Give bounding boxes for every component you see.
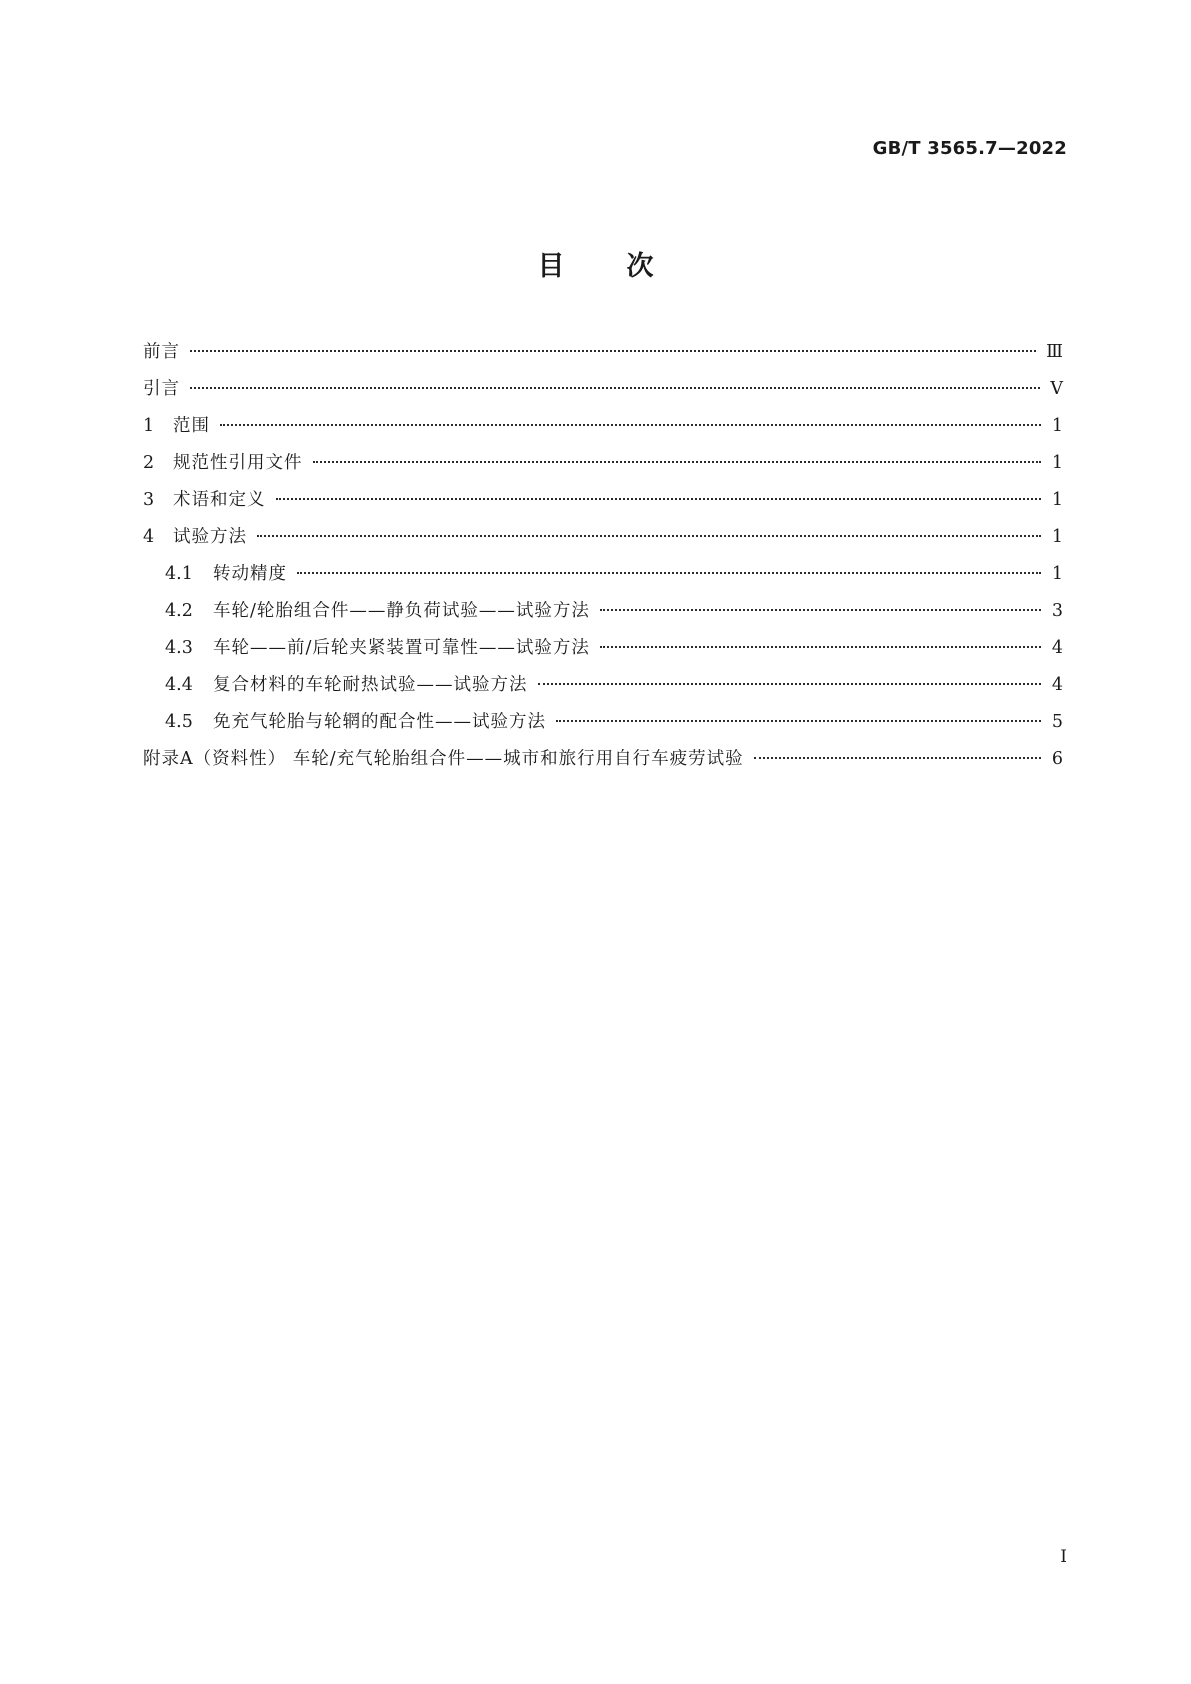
toc-entry-4-4[interactable] — [143, 671, 1063, 708]
table-of-contents — [143, 338, 1063, 782]
toc-entry-text: 复合材料的车轮耐热试验——试验方法 — [213, 675, 528, 695]
toc-entry-number: 4.2 — [165, 601, 193, 621]
toc-entry-4-2[interactable] — [143, 597, 1063, 634]
toc-entry-text: 术语和定义 — [173, 490, 266, 510]
toc-entry-text: 试验方法 — [173, 527, 247, 547]
standard-number: GB/T 3565.7—2022 — [872, 138, 1067, 159]
toc-dot-leader — [600, 609, 1041, 611]
toc-entry-1[interactable] — [143, 412, 1063, 449]
toc-entry-4-3[interactable] — [143, 634, 1063, 671]
page-number: Ⅰ — [1060, 1547, 1067, 1567]
toc-entry-text: 规范性引用文件 — [173, 453, 303, 473]
toc-dot-leader — [257, 535, 1041, 537]
toc-entry-number: 4.5 — [165, 712, 193, 732]
toc-dot-leader — [190, 350, 1036, 352]
toc-entry-number: 3 — [143, 490, 155, 510]
toc-dot-leader — [190, 387, 1040, 389]
toc-entry-page: 4 — [1051, 675, 1063, 695]
toc-entry-page: 1 — [1051, 527, 1063, 547]
toc-entry-4[interactable] — [143, 523, 1063, 560]
toc-entry-number: 4 — [143, 527, 155, 547]
toc-entry-number: 4.3 — [165, 638, 193, 658]
toc-dot-leader — [297, 572, 1041, 574]
toc-entry-text: 车轮/轮胎组合件——静负荷试验——试验方法 — [213, 601, 590, 621]
toc-title: 目次 — [537, 251, 716, 282]
toc-entry-number: 4.1 — [165, 564, 193, 584]
toc-entry-page: Ⅴ — [1050, 379, 1063, 399]
toc-dot-leader — [313, 461, 1042, 463]
toc-entry-page: 5 — [1051, 712, 1063, 732]
toc-entry-text: 免充气轮胎与轮辋的配合性——试验方法 — [213, 712, 546, 732]
toc-entry-introduction[interactable] — [143, 375, 1063, 412]
toc-entry-page: 1 — [1051, 564, 1063, 584]
toc-dot-leader — [220, 424, 1041, 426]
toc-entry-text: 转动精度 — [213, 564, 287, 584]
toc-entry-page: 3 — [1051, 601, 1063, 621]
toc-entry-number: 2 — [143, 453, 155, 473]
toc-entry-4-1[interactable] — [143, 560, 1063, 597]
toc-entry-3[interactable] — [143, 486, 1063, 523]
toc-entry-text: 车轮——前/后轮夹紧装置可靠性——试验方法 — [213, 638, 590, 658]
toc-entry-annex-a[interactable] — [143, 745, 1063, 782]
toc-entry-2[interactable] — [143, 449, 1063, 486]
toc-entry-foreword[interactable] — [143, 338, 1063, 375]
toc-entry-text: 引言 — [143, 379, 180, 399]
toc-entry-page: 1 — [1051, 416, 1063, 436]
toc-dot-leader — [538, 683, 1042, 685]
toc-dot-leader — [754, 757, 1041, 759]
toc-entry-4-5[interactable] — [143, 708, 1063, 745]
toc-entry-number: 1 — [143, 416, 155, 436]
toc-dot-leader — [556, 720, 1041, 722]
toc-entry-text: 前言 — [143, 342, 180, 362]
toc-dot-leader — [600, 646, 1041, 648]
toc-entry-page: 4 — [1051, 638, 1063, 658]
toc-entry-page: 1 — [1051, 490, 1063, 510]
toc-entry-number: 4.4 — [165, 675, 193, 695]
toc-entry-text: 范围 — [173, 416, 210, 436]
toc-dot-leader — [276, 498, 1042, 500]
toc-entry-page: 1 — [1051, 453, 1063, 473]
toc-entry-text: 附录A（资料性） 车轮/充气轮胎组合件——城市和旅行用自行车疲劳试验 — [143, 749, 744, 769]
toc-entry-page: Ⅲ — [1046, 342, 1063, 362]
toc-entry-page: 6 — [1051, 749, 1063, 769]
